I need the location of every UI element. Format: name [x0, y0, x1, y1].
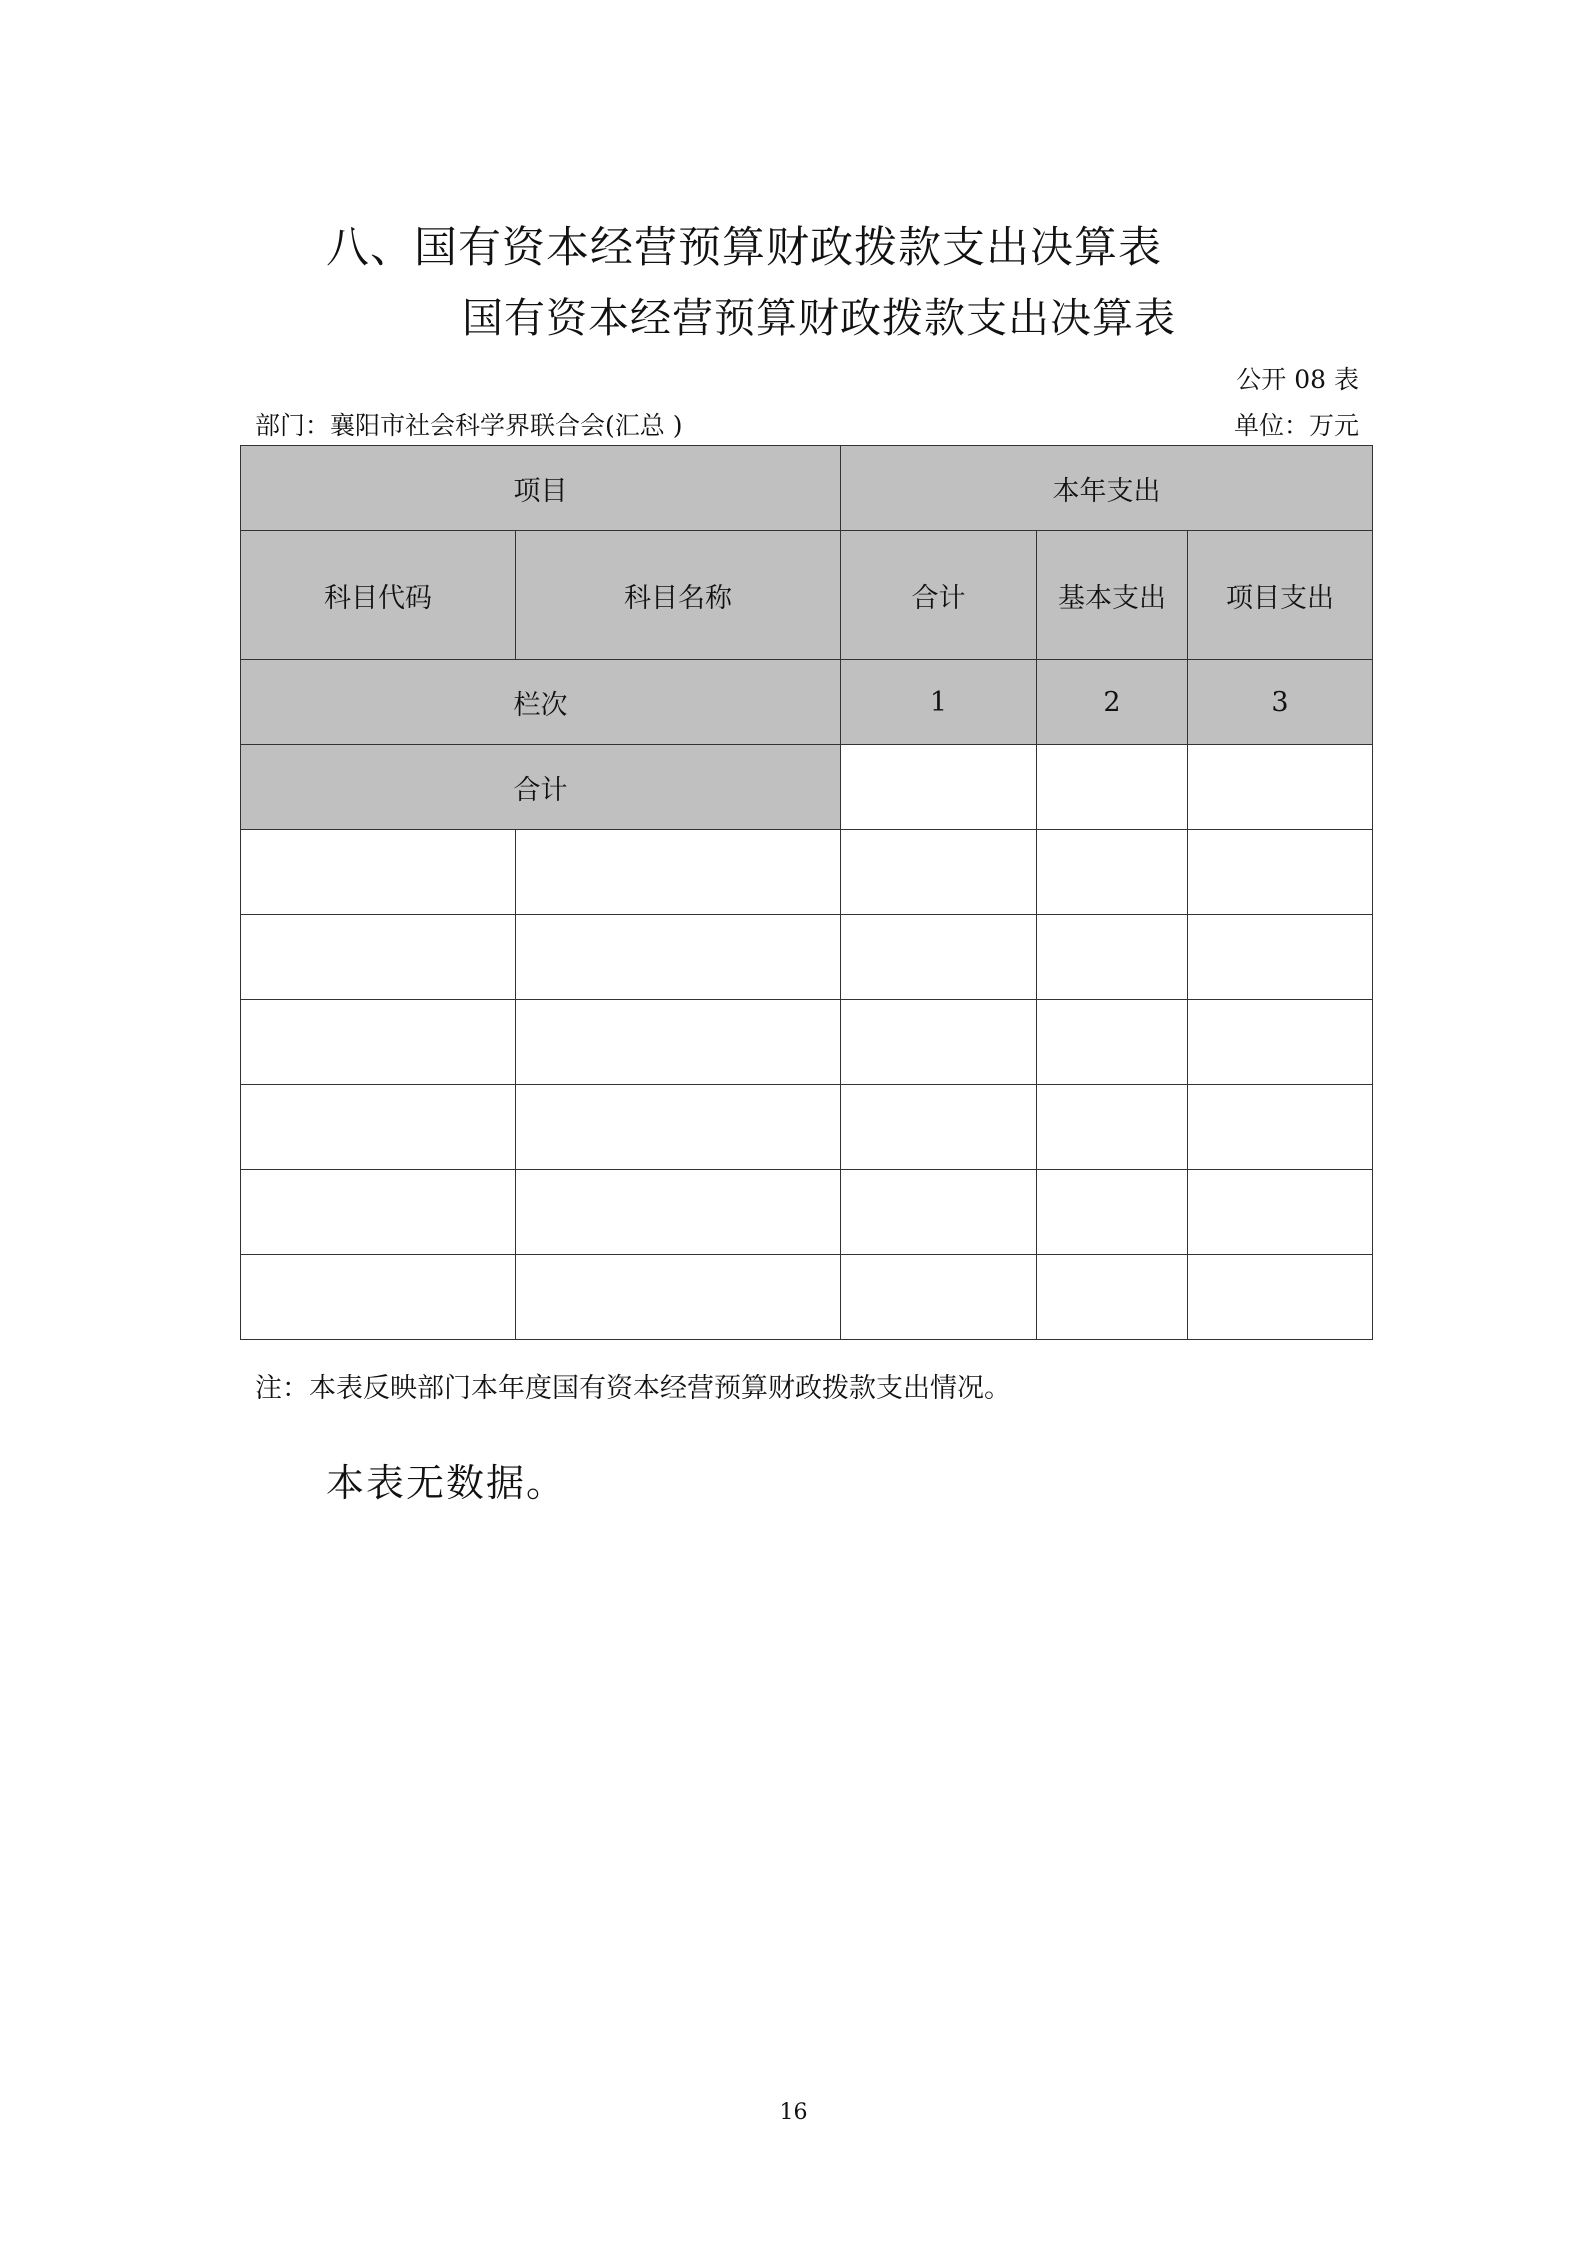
- column-index-label: 栏次: [241, 660, 841, 745]
- column-index-3: 3: [1188, 660, 1373, 745]
- cell-project: [1188, 1255, 1373, 1340]
- cell-project: [1188, 1085, 1373, 1170]
- department-label: 部门：襄阳市社会科学界联合会(汇总 ): [255, 411, 683, 440]
- table-row: [241, 830, 1373, 915]
- total-row-basic: [1037, 745, 1188, 830]
- no-data-text: 本表无数据。: [326, 1461, 567, 1505]
- cell-basic: [1037, 1000, 1188, 1085]
- cell-code: [241, 1255, 516, 1340]
- header-current-year-expense: 本年支出: [841, 446, 1373, 531]
- cell-total: [841, 915, 1037, 1000]
- header-code: 科目代码: [241, 531, 516, 660]
- cell-project: [1188, 915, 1373, 1000]
- cell-total: [841, 830, 1037, 915]
- cell-basic: [1037, 1085, 1188, 1170]
- cell-name: [516, 1170, 841, 1255]
- total-row-label: 合计: [241, 745, 841, 830]
- column-index-2: 2: [1037, 660, 1188, 745]
- cell-basic: [1037, 915, 1188, 1000]
- expense-table: [240, 445, 1373, 1340]
- column-index-1: 1: [841, 660, 1037, 745]
- table-row: [241, 1170, 1373, 1255]
- table-note: 注：本表反映部门本年度国有资本经营预算财政拨款支出情况。: [255, 1373, 1011, 1404]
- cell-name: [516, 1255, 841, 1340]
- header-project: 项目支出: [1188, 531, 1373, 660]
- table-title: 国有资本经营预算财政拨款支出决算表: [462, 294, 1176, 342]
- cell-name: [516, 830, 841, 915]
- cell-basic: [1037, 1170, 1188, 1255]
- cell-code: [241, 1085, 516, 1170]
- cell-name: [516, 915, 841, 1000]
- cell-name: [516, 1085, 841, 1170]
- cell-code: [241, 830, 516, 915]
- section-heading: 八、国有资本经营预算财政拨款支出决算表: [326, 223, 1162, 273]
- header-basic: 基本支出: [1037, 531, 1188, 660]
- column-index-row: [241, 660, 1373, 745]
- header-name: 科目名称: [516, 531, 841, 660]
- table-row: [241, 1000, 1373, 1085]
- cell-project: [1188, 1000, 1373, 1085]
- table-number: 公开 08 表: [1236, 365, 1359, 394]
- cell-code: [241, 1170, 516, 1255]
- column-header-row: [241, 531, 1373, 660]
- cell-total: [841, 1170, 1037, 1255]
- cell-basic: [1037, 830, 1188, 915]
- table-row: [241, 1255, 1373, 1340]
- header-item: 项目: [241, 446, 841, 531]
- total-row-project: [1188, 745, 1373, 830]
- header-total: 合计: [841, 531, 1037, 660]
- cell-total: [841, 1085, 1037, 1170]
- cell-basic: [1037, 1255, 1188, 1340]
- table-row: [241, 1085, 1373, 1170]
- cell-project: [1188, 830, 1373, 915]
- total-row-total: [841, 745, 1037, 830]
- cell-total: [841, 1255, 1037, 1340]
- table-row: [241, 915, 1373, 1000]
- cell-code: [241, 1000, 516, 1085]
- cell-total: [841, 1000, 1037, 1085]
- unit-label: 单位：万元: [1233, 411, 1359, 440]
- page-number: 16: [779, 2100, 808, 2125]
- cell-project: [1188, 1170, 1373, 1255]
- cell-code: [241, 915, 516, 1000]
- cell-name: [516, 1000, 841, 1085]
- header-group-row: [241, 446, 1373, 531]
- total-row: [241, 745, 1373, 830]
